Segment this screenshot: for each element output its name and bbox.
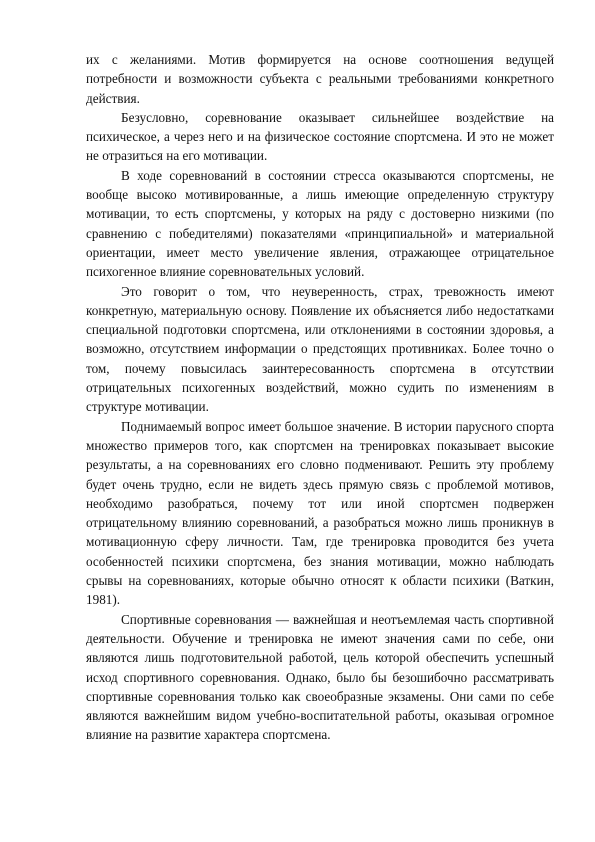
paragraph-5: Поднимаемый вопрос имеет большое значение. В истории парусного спорта множество примеров того, как спортсмен на тренировках показывает высокие результаты, а на соревнованиях его словно подменивают. Решить эту проблему будет очень трудно, если не видеть здесь прямую связь с проблемой мотивов, необходимо разобраться, почему тот или иной спортсмен подвержен отрицательному влиянию соревнований, а разобраться можно лишь проникнув в мотивационную сферу личности. Там, где тренировка проводится без учета особенностей психики спортсмена, без знания мотивации, можно наблюдать срывы на соревнованиях, которые обычно относят к области психики (Ваткин, 1981).	[86, 418, 554, 608]
paragraph-6: Спортивные соревнования — важнейшая и неотъемлемая часть спортивной деятельности. Обучение и тренировка не имеют значения сами по себе, они являются лишь подготовительной работой, цель которой обеспечить успешный исход спортивного соревнования. Однако, было бы безошибочно рассматривать спортивные соревнования только как своеобразные экзамены. Они сами по себе являются важнейшим видом учебно-воспитательной работы, оказывая огромное влияние на развитие характера спортсмена.	[86, 611, 554, 743]
paragraph-3: В ходе соревнований в состоянии стресса оказываются спортсмены, не вообще высоко мотивированные, а лишь имеющие определенную структуру мотивации, то есть спортсмены, у которых на ряду с достоверно низкими (по сравнению с победителями) показателями «принципиальной» и материальной ориентации, имеет место увеличение явления, отражающее отрицательное психогенное влияние соревновательных условий.	[86, 167, 554, 280]
body-text	[86, 50, 554, 745]
paragraph-4: Это говорит о том, что неуверенность, страх, тревожность имеют конкретную, материальную основу. Появление их объясняется либо недостатками специальной подготовки спортсмена, или отклонениями в состоянии здоровья, а возможно, отсутствием информации о предстоящих противниках. Более точно о том, почему повысилась заинтересованность спортсмена в отсутствии отрицательных психогенных воздействий, можно судить по изменениям в структуре мотивации.	[86, 283, 554, 415]
paragraph-1: их с желаниями. Мотив формируется на основе соотношения ведущей потребности и возможности субъекта с реальными требованиями конкретного действия.	[86, 52, 554, 106]
paragraph-2: Безусловно, соревнование оказывает сильнейшее воздействие на психическое, а через него и на физическое состояние спортсмена. И это не может не отразиться на его мотивации.	[86, 109, 554, 164]
